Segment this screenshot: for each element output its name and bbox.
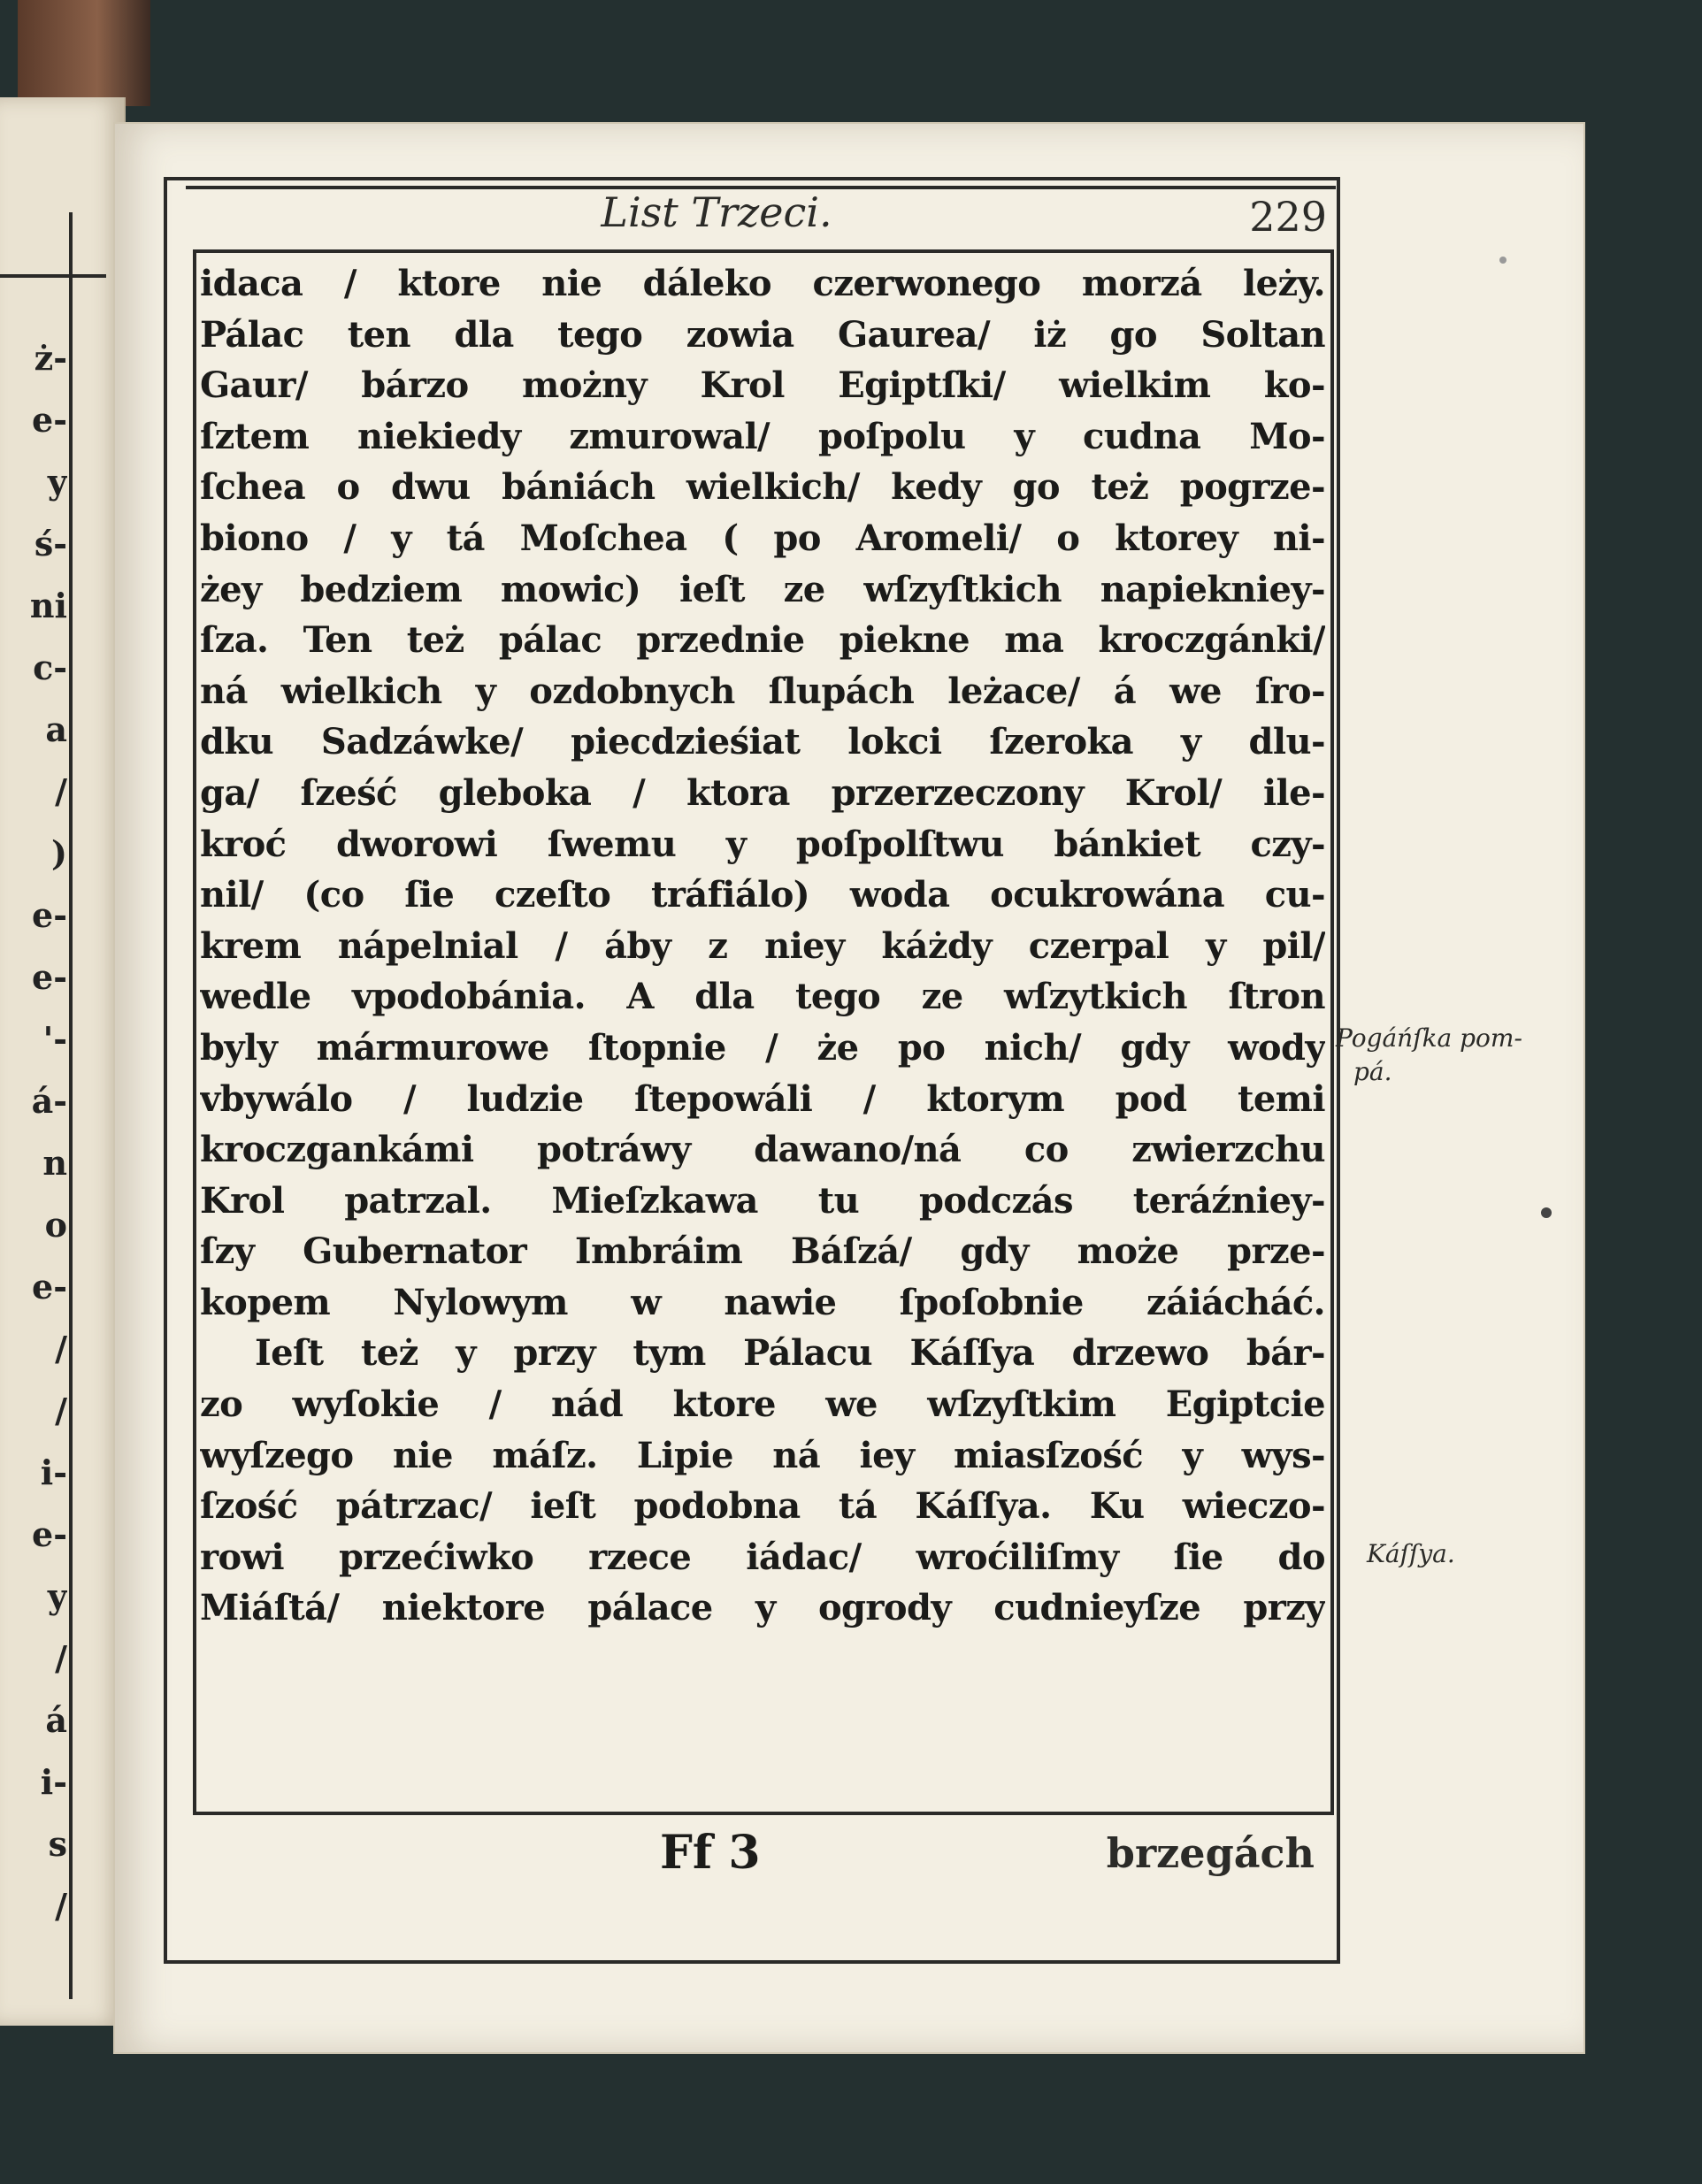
- running-head: List Trzeci.: [601, 188, 832, 236]
- text-line: biono / y tá Moſchea ( po Aromeli/ o ktorey ni-: [200, 517, 1325, 559]
- text-line: krem nápelnial / áby z niey káżdy czerpal y pil/: [200, 924, 1325, 967]
- left-page-fragment: ś-: [34, 524, 67, 563]
- text-line: ſchea o dwu bániách wielkich/ kedy go też pogrze-: [200, 466, 1325, 509]
- left-page-fragment: y: [47, 1576, 67, 1616]
- left-page-fragment: /: [55, 1886, 67, 1926]
- text-line: wyſzego nie máſz. Lipie ná iey miasſzość y wys-: [200, 1434, 1325, 1476]
- left-page-fragment: a: [45, 709, 67, 749]
- marginal-note-line: pá.: [1353, 1057, 1392, 1086]
- text-line: byly mármurowe ſtopnie / że po nich/ gdy wody: [200, 1026, 1325, 1069]
- text-line: ſzość pátrzac/ ieſt podobna tá Káſſya. Ku wieczo-: [200, 1485, 1325, 1528]
- book-binding: [18, 0, 150, 106]
- left-page-fragment: /: [55, 1638, 67, 1678]
- left-page-fragment: i-: [40, 1762, 67, 1802]
- text-line: kroć dworowi ſwemu y poſpolſtwu bánkiet czy-: [200, 823, 1325, 865]
- paper-speck: [1541, 1207, 1552, 1218]
- left-page-text-fragments: [0, 327, 67, 1937]
- text-line: żey bedziem mowic) ieſt ze wſzyſtkich napiekniey-: [200, 568, 1325, 610]
- text-line: ſztem niekiedy zmurowal/ poſpolu y cudna Mo-: [200, 415, 1325, 457]
- text-line: dku Sadzáwke/ piecdzieśiat lokci ſzeroka y dlu-: [200, 721, 1325, 763]
- left-page-fragment: e-: [32, 895, 67, 935]
- marginal-note-line: Káſſya.: [1367, 1539, 1455, 1568]
- left-page-rule-vertical: [69, 212, 73, 1999]
- left-page-fragment: y: [47, 462, 67, 502]
- left-page-fragment: '-: [42, 1019, 67, 1059]
- left-page-fragment: á: [45, 1700, 67, 1740]
- text-line: Ieſt też y przy tym Pálacu Káſſya drzewo bár-: [255, 1332, 1325, 1375]
- left-page-fragment: e-: [32, 1514, 67, 1554]
- signature-mark: Ff 3: [660, 1826, 761, 1880]
- text-line: ſza. Ten też pálac przednie piekne ma kroczgánki/: [200, 619, 1325, 662]
- left-page-fragment: ż-: [34, 338, 67, 378]
- left-page-fragment: /: [55, 771, 67, 811]
- text-line: ga/ ſześć gleboka / ktora przerzeczony Krol/ ile-: [200, 771, 1325, 814]
- paper-speck: [1499, 257, 1506, 264]
- text-line: Krol patrzal. Mieſzkawa tu podczás teráźniey-: [200, 1179, 1325, 1222]
- text-line: idaca / ktore nie dáleko czerwonego morzá leży.: [200, 263, 1325, 304]
- text-line: zo wyſokie / nád ktore we wſzyſtkim Egiptcie: [200, 1383, 1325, 1426]
- left-page-fragment: /: [55, 1391, 67, 1430]
- text-line: Miáſtá/ niektore pálace y ogrody cudnieyſze przy: [200, 1587, 1325, 1629]
- left-page-fragment: s: [48, 1824, 67, 1864]
- marginal-note-line: Pogáńſka pom-: [1336, 1023, 1522, 1053]
- text-line: kopem Nylowym w nawie ſpoſobnie záiácháć.: [200, 1281, 1325, 1323]
- text-line: nil/ (co ſie czeſto tráfiálo) woda ocukrowána cu-: [200, 874, 1325, 916]
- left-page-fragment: i-: [40, 1452, 67, 1492]
- left-page-fragment: e-: [32, 957, 67, 997]
- text-line: vbywálo / ludzie ſtepowáli / ktorym pod temi: [200, 1077, 1325, 1120]
- text-line: kroczgankámi potráwy dawano/ná co zwierzchu: [200, 1129, 1325, 1171]
- text-line: ná wielkich y ozdobnych ſlupách leżace/ á we ſro-: [200, 670, 1325, 712]
- left-page-fragment: o: [44, 1205, 67, 1245]
- text-line: Pálac ten dla tego zowia Gaurea/ iż go Soltan: [200, 313, 1325, 356]
- left-page-fragment: /: [55, 1329, 67, 1368]
- footer-line: [200, 1818, 1323, 1889]
- left-page-fragment: e-: [32, 1267, 67, 1307]
- left-page-fragment: á-: [31, 1081, 67, 1121]
- left-page-fragment: e-: [32, 400, 67, 440]
- left-page-fragment: c-: [33, 648, 67, 687]
- marginal-note-pompa: [1336, 1022, 1522, 1089]
- text-line: Gaur/ bárzo możny Krol Egiptſki/ wielkim ko-: [200, 364, 1325, 407]
- text-line: rowi przećiwko rzece iádac/ wroćiliſmy ſie do: [200, 1536, 1325, 1578]
- left-page-fragment: n: [42, 1143, 67, 1183]
- page-number: 229: [1249, 193, 1327, 241]
- catchword: brzegách: [1106, 1829, 1315, 1877]
- left-page-rule-horizontal: [0, 274, 106, 278]
- text-line: wedle vpodobánia. A dla tego ze wſzytkich ſtron: [200, 976, 1325, 1018]
- left-page-edge: [0, 97, 126, 2026]
- left-page-fragment: ): [51, 833, 67, 873]
- body-text: [200, 258, 1325, 1797]
- text-line: ſzy Gubernator Imbráim Báſzá/ gdy może prze-: [200, 1230, 1325, 1273]
- marginal-note-kassya: [1367, 1537, 1508, 1571]
- left-page-fragment: ni: [29, 586, 67, 625]
